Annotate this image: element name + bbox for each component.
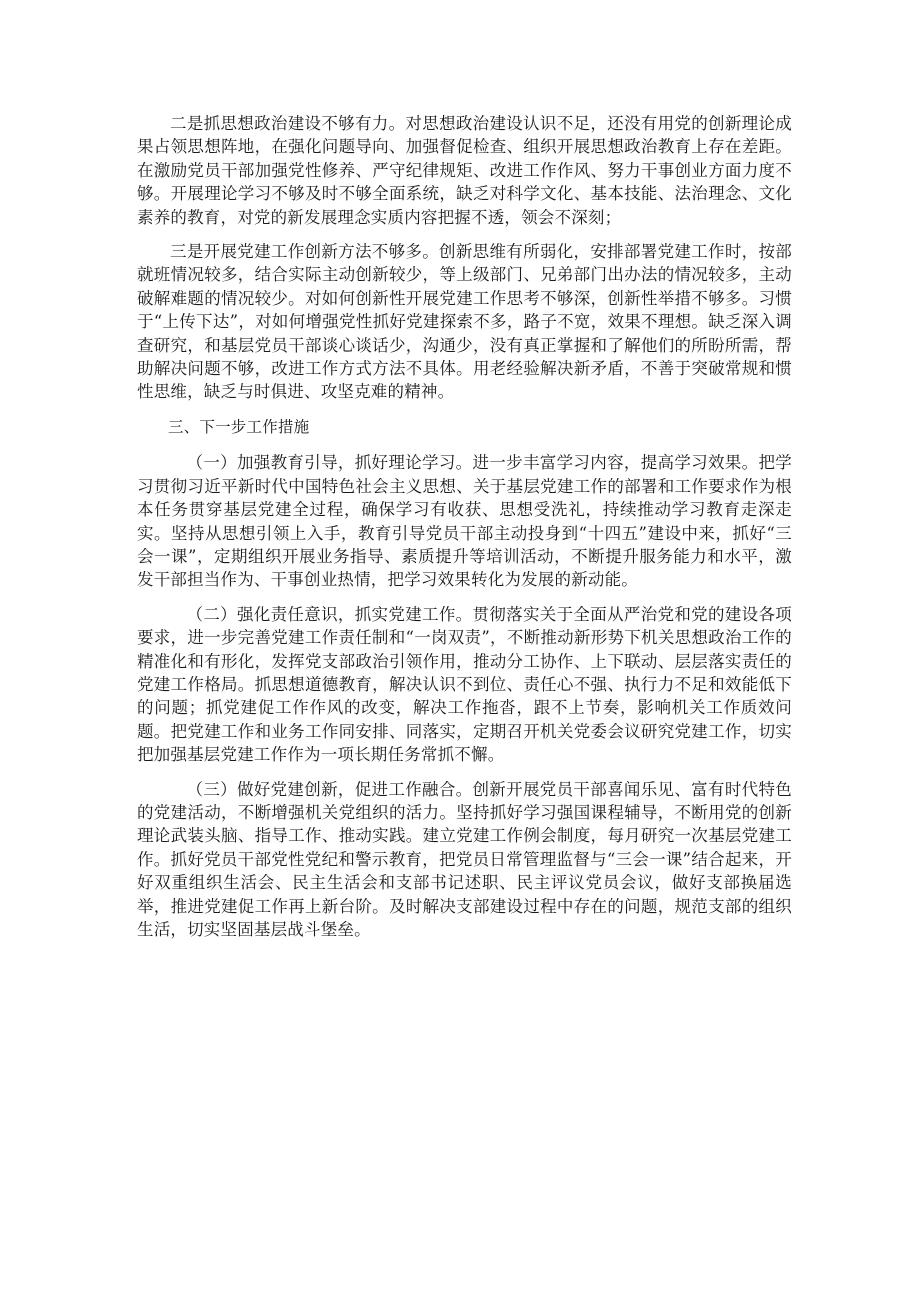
section-heading-next-steps: 三、下一步工作措施 [168,417,310,436]
paragraph-thought-political-construction: 二是抓思想政治建设不够有力。对思想政治建设认识不足，还没有用党的创新理论成果占领思想阵地，在强化问题导向、加强督促检查、组织开展思想政治教育上存在差距。在激励党员干部加强党性修养、严守纪律规矩、改进工作作风、努力干事创业方面力度不够。开展理论学习不够及时不够全面系统，缺乏对科学文化、基本技能、法治理念、文化素养的教育，对党的新发展理念实质内容把握不透，领会不深刻； [137,114,792,227]
measure-innovation-integration: （三）做好党建创新，促进工作融合。创新开展党员干部喜闻乐见、富有时代特色的党建活动，不断增强机关党组织的活力。坚持抓好学习强国课程辅导，不断用党的创新理论武装头脑、指导工作、推动实践。建立党建工作例会制度，每月研究一次基层党建工作。抓好党员干部党性党纪和警示教育，把党员日常管理监督与“三会一课”结合起来，开好双重组织生活会、民主生活会和支部书记述职、民主评议党员会议，做好支部换届选举，推进党建促工作再上新台阶。及时解决支部建设过程中存在的问题，规范支部的组织生活，切实坚固基层战斗堡垒。 [137,779,792,939]
paragraph-party-building-innovation: 三是开展党建工作创新方法不够多。创新思维有所弱化，安排部署党建工作时，按部就班情况较多，结合实际主动创新较少，等上级部门、兄弟部门出办法的情况较多，主动破解难题的情况较少。对如何创新性开展党建工作思考不够深，创新性举措不够多。习惯于“上传下达”，对如何增强党性抓好党建探索不多，路子不宽，效果不理想。缺乏深入调查研究，和基层党员干部谈心谈话少，沟通少，没有真正掌握和了解他们的所盼所需，帮助解决问题不够，改进工作方式方法不具体。用老经验解决新矛盾，不善于突破常规和惯性思维，缺乏与时俱进、攻坚克难的精神。 [137,242,792,402]
measure-responsibility-awareness: （二）强化责任意识，抓实党建工作。贯彻落实关于全面从严治党和党的建设各项要求，进一步完善党建工作责任制和“一岗双责”，不断推动新形势下机关思想政治工作的精准化和有形化，发挥党支部政治引领作用，推动分工协作、上下联动、层层落实责任的党建工作格局。抓思想道德教育，解决认识不到位、责任心不强、执行力不足和效能低下的问题；抓党建促工作作风的改变，解决工作拖沓，跟不上节奏，影响机关工作质效问题。把党建工作和业务工作同安排、同落实，定期召开机关党委会议研究党建工作，切实把加强基层党建工作作为一项长期任务常抓不懈。 [137,604,792,765]
document-body [137,112,792,952]
measure-education-guidance: （一）加强教育引导，抓好理论学习。进一步丰富学习内容，提高学习效果。把学习贯彻习近平新时代中国特色社会主义思想、关于基层党建工作的部署和工作要求作为根本任务贯穿基层党建全过程，确保学习有收获、思想受洗礼，持续推动学习教育走深走实。坚持从思想引领上入手，教育引导党员干部主动投身到“十四五”建设中来，抓好“三会一课”，定期组织开展业务指导、素质提升等培训活动，不断提升服务能力和水平，激发干部担当作为、干事创业热情，把学习效果转化为发展的新动能。 [137,453,792,590]
